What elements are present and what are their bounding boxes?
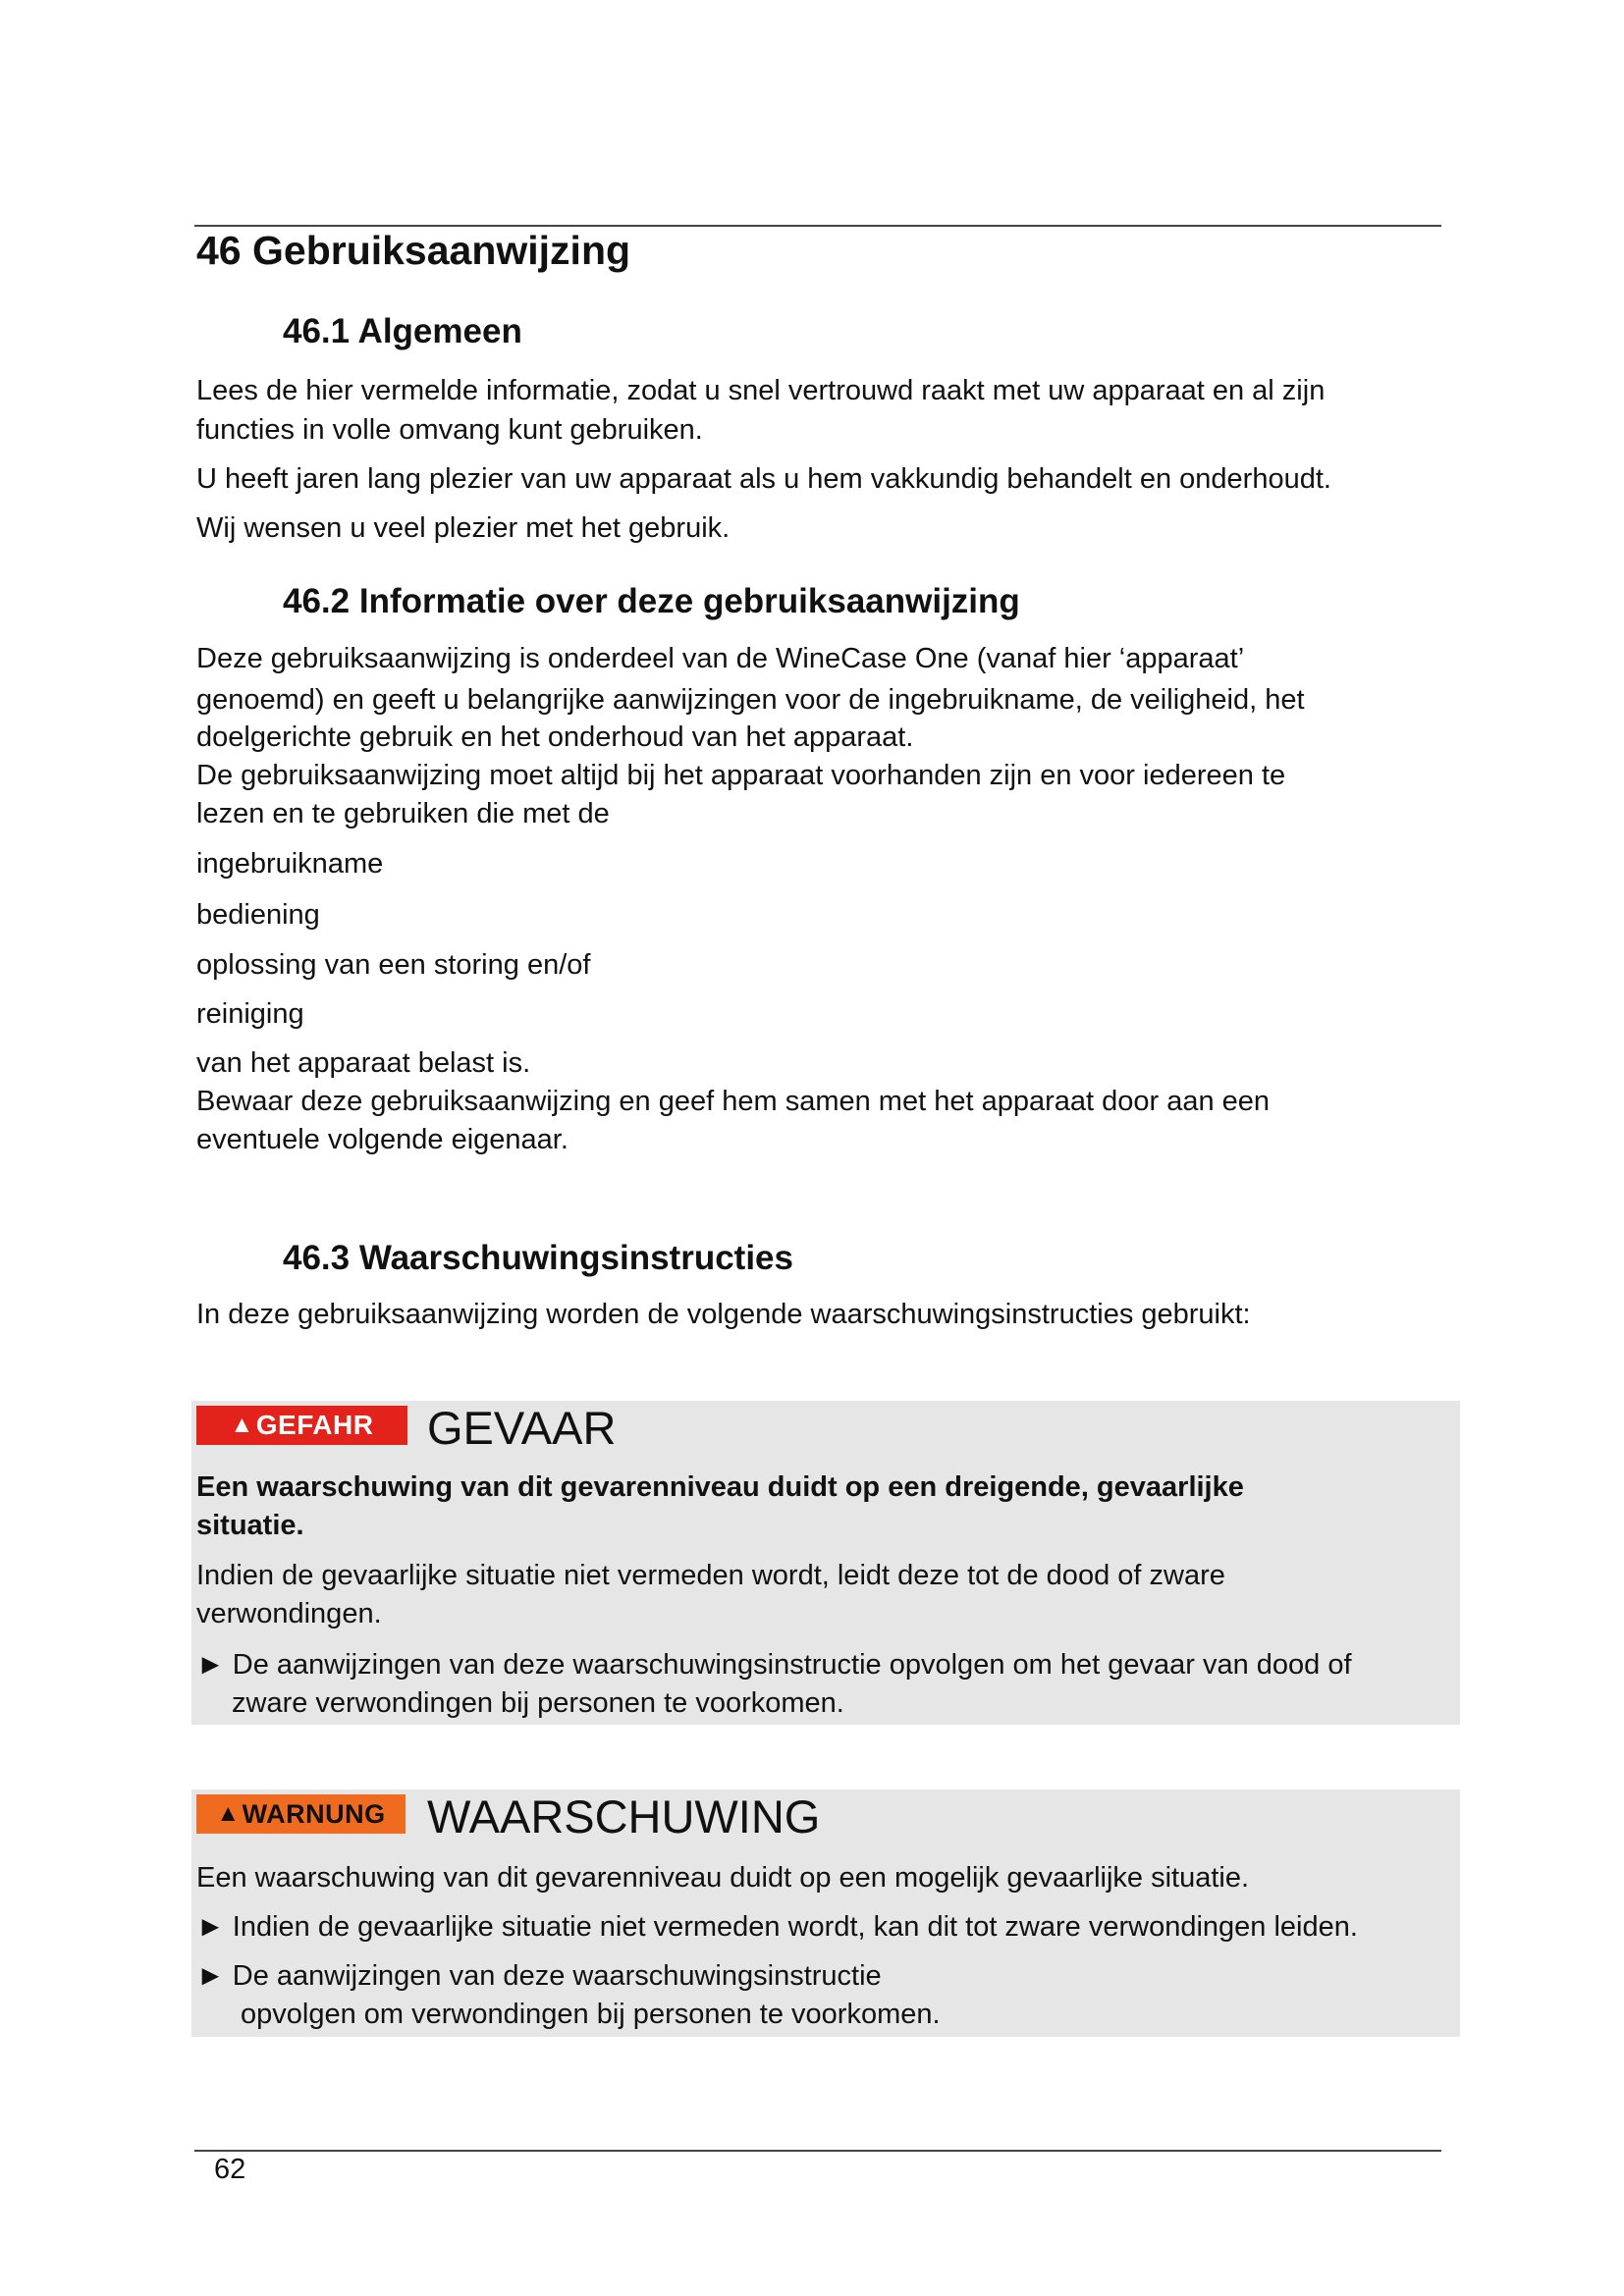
bullet-arrow-icon: ► [196, 1960, 225, 1992]
general-text-line: functies in volle omvang kunt gebruiken. [196, 414, 703, 446]
warning-triangle-icon: ▲ [230, 1412, 254, 1438]
warning-bullet [196, 1956, 882, 1996]
section-heading-manual-info: 46.2 Informatie over deze gebruiksaanwijzing [283, 582, 1020, 620]
danger-text-line: verwondingen. [196, 1598, 382, 1629]
manual-info-text-line: doelgerichte gebruik en het onderhoud van het apparaat. [196, 721, 914, 753]
danger-badge [196, 1406, 407, 1445]
general-text-line: Lees de hier vermelde informatie, zodat u snel vertrouwd raakt met uw apparaat en al zijn [196, 375, 1326, 406]
warning-triangle-icon: ▲ [216, 1800, 241, 1827]
warnings-intro: In deze gebruiksaanwijzing worden de volgende waarschuwingsinstructies gebruikt: [196, 1299, 1251, 1330]
warning-text-line: Een waarschuwing van dit gevarenniveau duidt op een mogelijk gevaarlijke situatie. [196, 1862, 1250, 1894]
general-text-line: Wij wensen u veel plezier met het gebruik. [196, 512, 731, 544]
warning-signal-word: WAARSCHUWING [427, 1790, 821, 1842]
list-item: ingebruikname [196, 848, 384, 880]
list-item: oplossing van een storing en/of [196, 949, 591, 981]
top-rule [194, 225, 1441, 227]
section-heading-general: 46.1 Algemeen [283, 312, 522, 350]
danger-bullet-continued: zware verwondingen bij personen te voorkomen. [232, 1687, 844, 1719]
chapter-title: 46 Gebruiksaanwijzing [196, 228, 631, 273]
danger-text-line: Indien de gevaarlijke situatie niet vermeden wordt, leidt deze tot de dood of zware [196, 1560, 1225, 1591]
manual-info-text-line: van het apparaat belast is. [196, 1047, 531, 1079]
warning-bullet [196, 1907, 1358, 1947]
manual-info-text-line: genoemd) en geeft u belangrijke aanwijzingen voor de ingebruikname, de veiligheid, het [196, 684, 1305, 716]
manual-info-text-line: lezen en te gebruiken die met de [196, 798, 610, 829]
warning-bullet-continued: opvolgen om verwondingen bij personen te voorkomen. [241, 1999, 941, 2030]
manual-info-text-line: Deze gebruiksaanwijzing is onderdeel van de WineCase One (vanaf hier ‘apparaat’ [196, 643, 1245, 674]
danger-signal-word: GEVAAR [427, 1402, 617, 1454]
warning-badge-label: WARNUNG [242, 1798, 386, 1829]
bullet-arrow-icon: ► [196, 1911, 225, 1943]
list-item: bediening [196, 899, 320, 931]
section-heading-warnings: 46.3 Waarschuwingsinstructies [283, 1239, 793, 1277]
warning-badge [196, 1794, 406, 1834]
warning-bullet-text: Indien de gevaarlijke situatie niet vermeden wordt, kan dit tot zware verwondingen leiden. [232, 1911, 1358, 1943]
danger-box [191, 1401, 1460, 1725]
general-text-line: U heeft jaren lang plezier van uw apparaat als u hem vakkundig behandelt en onderhoudt. [196, 463, 1331, 495]
manual-info-text-line: eventuele volgende eigenaar. [196, 1124, 568, 1155]
list-item: reiniging [196, 998, 304, 1030]
danger-bold-line: Een waarschuwing van dit gevarenniveau duidt op een dreigende, gevaarlijke [196, 1471, 1244, 1503]
warning-bullet-text: De aanwijzingen van deze waarschuwingsinstructie [232, 1960, 882, 1992]
manual-info-text-line: De gebruiksaanwijzing moet altijd bij het apparaat voorhanden zijn en voor iedereen te [196, 760, 1286, 791]
page-number: 62 [214, 2154, 246, 2185]
danger-bold-line: situatie. [196, 1510, 304, 1541]
danger-bullet [196, 1645, 1352, 1684]
manual-info-text-line: Bewaar deze gebruiksaanwijzing en geef hem samen met het apparaat door aan een [196, 1086, 1271, 1117]
danger-badge-label: GEFAHR [255, 1410, 374, 1440]
bullet-arrow-icon: ► [196, 1649, 225, 1681]
bottom-rule [194, 2150, 1441, 2152]
warning-box [191, 1789, 1460, 2037]
danger-bullet-text: De aanwijzingen van deze waarschuwingsinstructie opvolgen om het gevaar van dood of [232, 1649, 1352, 1681]
